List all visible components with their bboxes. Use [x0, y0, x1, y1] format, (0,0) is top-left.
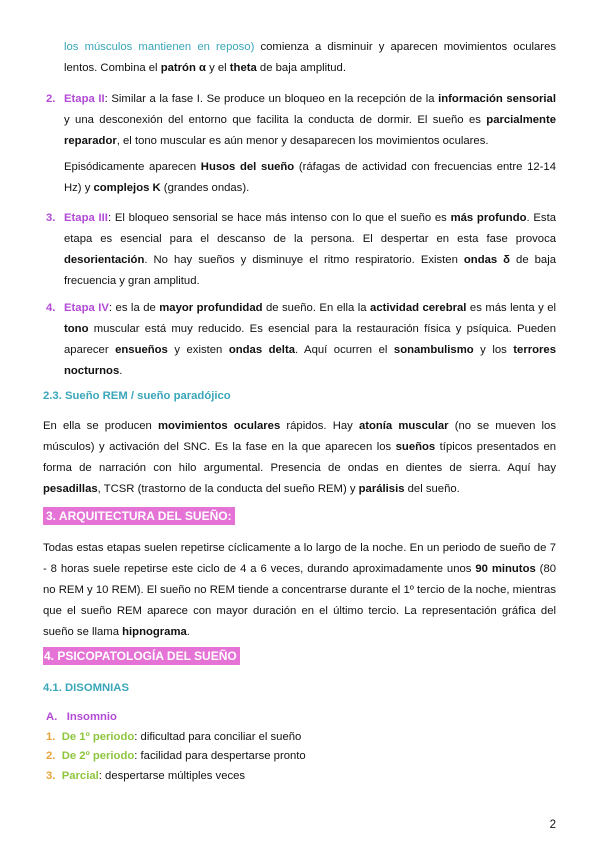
section-heading-rem: 2.3. Sueño REM / sueño paradójico — [43, 390, 231, 402]
stage2-spindles-paragraph: Episódicamente aparecen Husos del sueño (ráfagas de actividad con frecuencias entre 12-14 Hz) y complejos K (grandes ondas). — [64, 161, 556, 194]
section-heading-psychopathology: 4. PSICOPATOLOGÍA DEL SUEÑO — [43, 647, 240, 665]
stage1-continuation: los músculos mantienen en reposo) comienza a disminuir y aparecen movimientos oculares lentos. Combina el patrón α y el theta de baja amplitud. — [64, 41, 556, 74]
subsection-heading-dysomnias: 4.1. DISOMNIAS — [43, 682, 130, 694]
stage3-paragraph: Etapa III: El bloqueo sensorial se hace más intenso con lo que el sueño es más profundo. Esta etapa es esencial para el descanso de la persona. El despertar en esta fase provoca desorientación. No hay sueños y disminuye el ritmo respiratorio. Existen ondas δ de baja frecuencia y gran amplitud. — [64, 212, 556, 287]
list-item: 2. De 2º periodo: facilidad para despertarse pronto — [46, 750, 306, 762]
section-heading-architecture: 3. ARQUITECTURA DEL SUEÑO: — [43, 507, 235, 525]
item-number: 4. — [46, 302, 56, 314]
list-item: 3. Parcial: despertarse múltiples veces — [46, 770, 246, 782]
list-item: 1. De 1º periodo: dificultad para conciliar el sueño — [46, 731, 302, 743]
item-number: 3. — [46, 212, 56, 224]
rem-paragraph: En ella se producen movimientos oculares rápidos. Hay atonía muscular (no se mueven los músculos) y activación del SNC. Es la fase en la que aparecen los sueños típicos presentados en forma de narración con hilo argumental. Presencia de ondas en dientes de sierra. Aquí hay pesadillas, TCSR (trastorno de la conducta del sueño REM) y parálisis del sueño. — [43, 420, 557, 495]
stage4-paragraph: Etapa IV: es la de mayor profundidad de sueño. En ella la actividad cerebral es más lenta y el tono muscular está muy reducido. Es esencial para la restauración física y psíquica. Pueden aparecer ensueños y existen ondas delta. Aquí ocurren el sonambulismo y los terrores nocturnos. — [64, 302, 557, 377]
architecture-paragraph: Todas estas etapas suelen repetirse cíclicamente a lo largo de la noche. En un periodo de sueño de 7 - 8 horas suele repetirse este ciclo de 4 a 6 veces, durando aproximadamente unos 90 minutos (80 no REM y 10 REM). El sueño no REM tiende a concentrarse durante el 1º tercio de la noche, mientras que el sueño REM aparece con mayor duración en el último tercio. La representación gráfica del sueño se llama hipnograma. — [43, 542, 557, 638]
stage2-paragraph: Etapa II: Similar a la fase I. Se produce un bloqueo en la recepción de la información sensorial y una desconexión del entorno que facilita la conducta de dormir. El sueño es parcialmente reparador, el tono muscular es aún menor y desaparecen los movimientos oculares. — [64, 93, 556, 147]
insomnia-heading: A. Insomnio — [46, 711, 117, 723]
page-number: 2 — [549, 819, 556, 831]
item-number: 2. — [46, 93, 56, 105]
